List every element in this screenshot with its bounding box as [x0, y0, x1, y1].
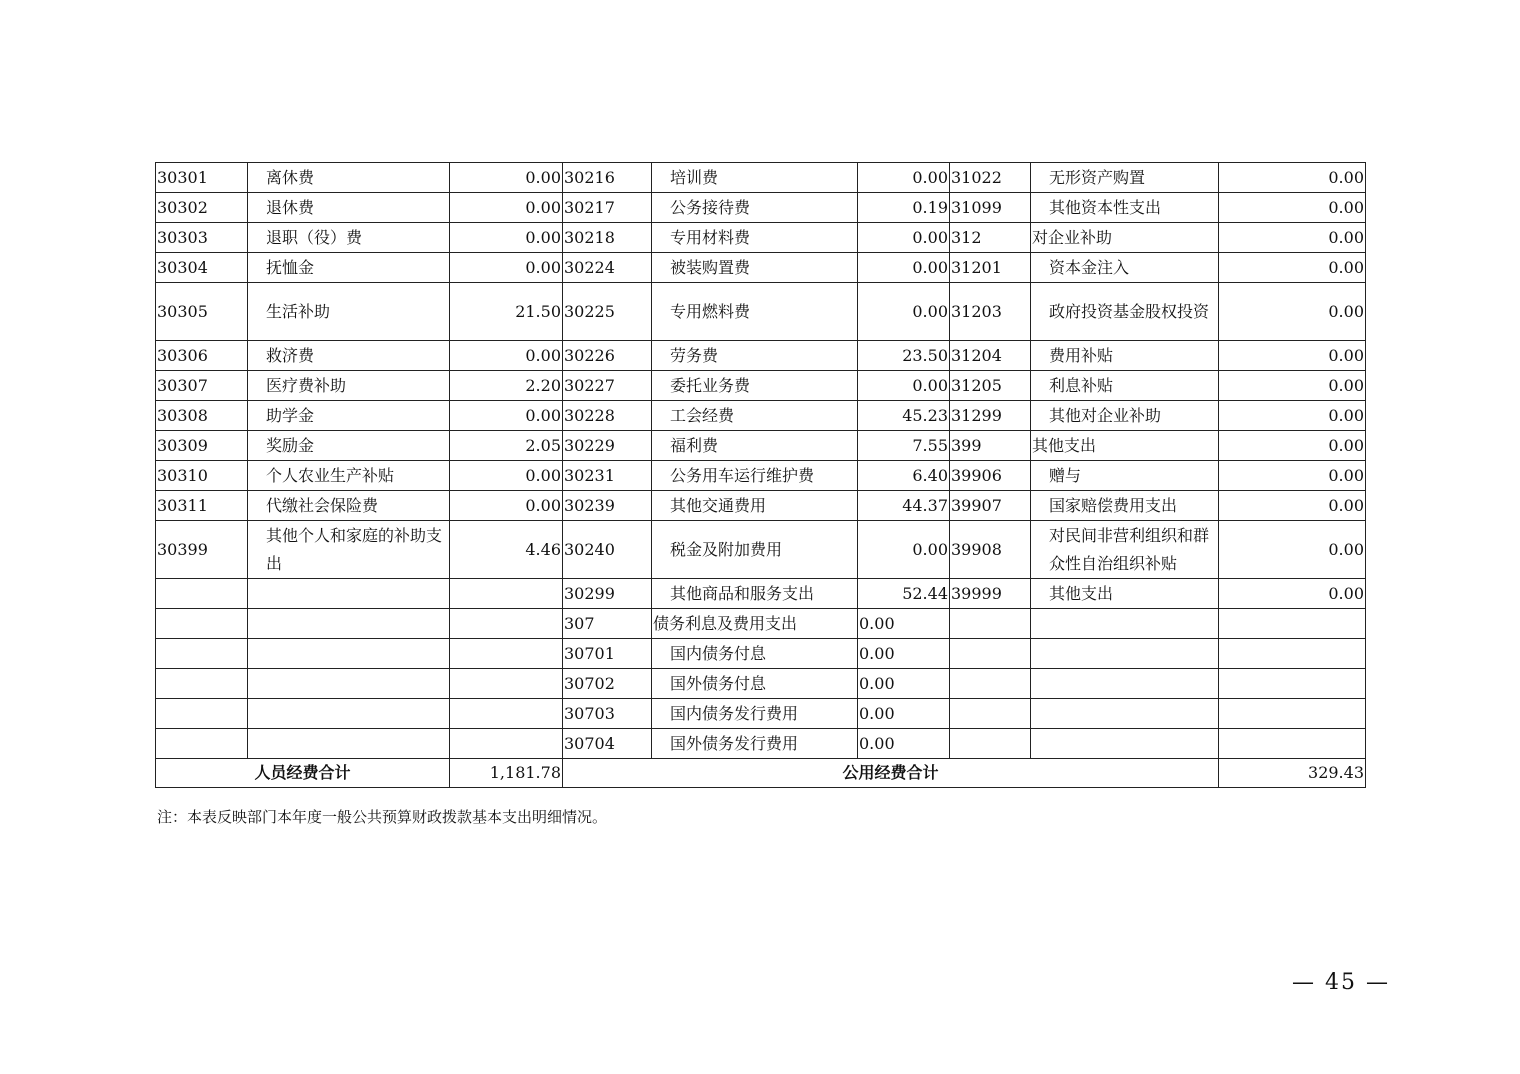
item-code: 30399: [156, 521, 248, 579]
item-code: 30308: [156, 401, 248, 431]
item-code: 31299: [950, 401, 1031, 431]
table-row: [156, 609, 1366, 639]
item-name: 国内债务付息: [652, 639, 858, 669]
item-name: 公务用车运行维护费: [652, 461, 858, 491]
table-row: [156, 729, 1366, 759]
item-code: 30240: [563, 521, 652, 579]
item-name: 对企业补助: [1031, 223, 1219, 253]
item-amount: 0.00: [1219, 163, 1366, 193]
item-code: 31099: [950, 193, 1031, 223]
item-amount: 0.00: [858, 521, 950, 579]
item-code: [156, 699, 248, 729]
item-code: 30217: [563, 193, 652, 223]
table-row: [156, 163, 1366, 193]
totals-row: [156, 759, 1366, 788]
item-amount: 0.00: [450, 491, 563, 521]
item-name: [248, 669, 450, 699]
table-row: [156, 431, 1366, 461]
item-code: 30216: [563, 163, 652, 193]
item-amount: 0.00: [450, 461, 563, 491]
item-amount: 0.00: [1219, 223, 1366, 253]
item-code: [950, 699, 1031, 729]
item-amount: 0.00: [858, 609, 950, 639]
item-amount: 0.00: [858, 163, 950, 193]
item-name: [1031, 609, 1219, 639]
table-row: [156, 401, 1366, 431]
item-name: 费用补贴: [1031, 341, 1219, 371]
table-row: [156, 579, 1366, 609]
item-amount: 0.00: [450, 401, 563, 431]
item-name: 退职（役）费: [248, 223, 450, 253]
item-name: 其他对企业补助: [1031, 401, 1219, 431]
item-code: 312: [950, 223, 1031, 253]
item-amount: 0.00: [1219, 253, 1366, 283]
item-code: 30702: [563, 669, 652, 699]
item-amount: 2.05: [450, 431, 563, 461]
item-amount: 0.00: [858, 639, 950, 669]
item-name: 政府投资基金股权投资: [1031, 283, 1219, 341]
item-name: 专用燃料费: [652, 283, 858, 341]
item-code: 30311: [156, 491, 248, 521]
table-row: [156, 521, 1366, 579]
item-amount: 0.00: [1219, 401, 1366, 431]
item-code: 39906: [950, 461, 1031, 491]
item-name: 专用材料费: [652, 223, 858, 253]
item-code: [156, 639, 248, 669]
item-name: 其他支出: [1031, 579, 1219, 609]
item-name: [248, 609, 450, 639]
item-name: 资本金注入: [1031, 253, 1219, 283]
item-amount: 52.44: [858, 579, 950, 609]
item-amount: 4.46: [450, 521, 563, 579]
item-code: 30239: [563, 491, 652, 521]
item-code: 399: [950, 431, 1031, 461]
table-row: [156, 341, 1366, 371]
item-amount: 0.00: [858, 253, 950, 283]
personnel-total-label: 人员经费合计: [156, 759, 450, 788]
item-name: 奖励金: [248, 431, 450, 461]
item-name: 退休费: [248, 193, 450, 223]
item-amount: 2.20: [450, 371, 563, 401]
item-name: 救济费: [248, 341, 450, 371]
table-row: [156, 461, 1366, 491]
item-code: 30307: [156, 371, 248, 401]
item-amount: 0.00: [450, 193, 563, 223]
item-amount: [450, 579, 563, 609]
item-name: [248, 639, 450, 669]
item-name: 国内债务发行费用: [652, 699, 858, 729]
item-name: 其他个人和家庭的补助支出: [248, 521, 450, 579]
item-amount: 6.40: [858, 461, 950, 491]
item-amount: 7.55: [858, 431, 950, 461]
item-code: 30304: [156, 253, 248, 283]
item-amount: 0.00: [1219, 461, 1366, 491]
item-amount: 0.00: [450, 341, 563, 371]
item-code: 30228: [563, 401, 652, 431]
item-amount: 21.50: [450, 283, 563, 341]
item-name: 被装购置费: [652, 253, 858, 283]
item-amount: [450, 729, 563, 759]
item-name: 生活补助: [248, 283, 450, 341]
table-row: [156, 491, 1366, 521]
item-name: [1031, 639, 1219, 669]
item-amount: 0.00: [1219, 193, 1366, 223]
item-code: 30231: [563, 461, 652, 491]
item-amount: [1219, 669, 1366, 699]
item-name: [248, 729, 450, 759]
item-name: 其他交通费用: [652, 491, 858, 521]
item-code: 30226: [563, 341, 652, 371]
item-amount: 0.00: [858, 669, 950, 699]
item-code: 31205: [950, 371, 1031, 401]
item-code: 307: [563, 609, 652, 639]
item-name: 个人农业生产补贴: [248, 461, 450, 491]
item-code: 31203: [950, 283, 1031, 341]
item-name: 赠与: [1031, 461, 1219, 491]
personnel-total-value: 1,181.78: [450, 759, 563, 788]
public-total-value: 329.43: [1219, 759, 1366, 788]
item-code: 31201: [950, 253, 1031, 283]
item-amount: 0.00: [1219, 341, 1366, 371]
item-code: 31204: [950, 341, 1031, 371]
item-name: 无形资产购置: [1031, 163, 1219, 193]
item-name: 其他商品和服务支出: [652, 579, 858, 609]
item-name: 福利费: [652, 431, 858, 461]
item-amount: [450, 699, 563, 729]
item-amount: 0.00: [1219, 431, 1366, 461]
item-code: 39907: [950, 491, 1031, 521]
item-name: 公务接待费: [652, 193, 858, 223]
item-name: 劳务费: [652, 341, 858, 371]
item-code: 39999: [950, 579, 1031, 609]
item-name: 国外债务付息: [652, 669, 858, 699]
item-code: [950, 639, 1031, 669]
item-name: 离休费: [248, 163, 450, 193]
item-amount: 0.00: [1219, 371, 1366, 401]
item-code: 30225: [563, 283, 652, 341]
page-number: — 45 —: [1292, 970, 1390, 995]
item-code: 30309: [156, 431, 248, 461]
item-name: [1031, 699, 1219, 729]
item-code: [156, 729, 248, 759]
item-name: 医疗费补助: [248, 371, 450, 401]
item-code: 31022: [950, 163, 1031, 193]
item-amount: 0.00: [858, 283, 950, 341]
item-code: [950, 729, 1031, 759]
item-code: 30305: [156, 283, 248, 341]
item-amount: 0.00: [858, 223, 950, 253]
item-amount: 0.00: [450, 163, 563, 193]
item-code: 30224: [563, 253, 652, 283]
item-name: 国外债务发行费用: [652, 729, 858, 759]
item-name: 代缴社会保险费: [248, 491, 450, 521]
item-amount: 23.50: [858, 341, 950, 371]
item-code: 30302: [156, 193, 248, 223]
item-amount: 0.00: [1219, 491, 1366, 521]
item-amount: 0.00: [450, 253, 563, 283]
item-amount: [1219, 699, 1366, 729]
item-name: [1031, 669, 1219, 699]
item-code: 30306: [156, 341, 248, 371]
table-row: [156, 699, 1366, 729]
item-name: 其他支出: [1031, 431, 1219, 461]
item-name: 抚恤金: [248, 253, 450, 283]
item-amount: 0.19: [858, 193, 950, 223]
item-amount: 0.00: [858, 699, 950, 729]
item-name: 税金及附加费用: [652, 521, 858, 579]
item-amount: 0.00: [450, 223, 563, 253]
item-code: [950, 669, 1031, 699]
table-row: [156, 283, 1366, 341]
item-amount: 0.00: [1219, 521, 1366, 579]
budget-detail-table: [155, 162, 1366, 788]
item-name: 国家赔偿费用支出: [1031, 491, 1219, 521]
item-name: [248, 699, 450, 729]
item-name: 对民间非营利组织和群众性自治组织补贴: [1031, 521, 1219, 579]
public-total-label: 公用经费合计: [563, 759, 1219, 788]
item-amount: 44.37: [858, 491, 950, 521]
table-row: [156, 193, 1366, 223]
item-name: 工会经费: [652, 401, 858, 431]
item-name: 委托业务费: [652, 371, 858, 401]
item-amount: 0.00: [858, 729, 950, 759]
item-code: 30218: [563, 223, 652, 253]
item-code: 30303: [156, 223, 248, 253]
item-amount: [450, 639, 563, 669]
item-name: [248, 579, 450, 609]
item-code: 30227: [563, 371, 652, 401]
item-code: 30701: [563, 639, 652, 669]
table-row: [156, 639, 1366, 669]
item-name: 其他资本性支出: [1031, 193, 1219, 223]
item-code: 30310: [156, 461, 248, 491]
table-row: [156, 669, 1366, 699]
item-amount: [450, 609, 563, 639]
table-note: 注：本表反映部门本年度一般公共预算财政拨款基本支出明细情况。: [157, 808, 608, 826]
item-code: 39908: [950, 521, 1031, 579]
item-code: 30703: [563, 699, 652, 729]
item-code: 30301: [156, 163, 248, 193]
item-name: 培训费: [652, 163, 858, 193]
item-amount: 0.00: [1219, 579, 1366, 609]
item-code: [156, 609, 248, 639]
item-amount: 45.23: [858, 401, 950, 431]
item-amount: 0.00: [858, 371, 950, 401]
item-code: 30229: [563, 431, 652, 461]
table-row: [156, 253, 1366, 283]
item-name: 债务利息及费用支出: [652, 609, 858, 639]
item-amount: [1219, 729, 1366, 759]
item-name: 利息补贴: [1031, 371, 1219, 401]
item-code: 30704: [563, 729, 652, 759]
item-amount: [450, 669, 563, 699]
item-name: 助学金: [248, 401, 450, 431]
item-name: [1031, 729, 1219, 759]
item-amount: [1219, 609, 1366, 639]
item-amount: 0.00: [1219, 283, 1366, 341]
table-row: [156, 371, 1366, 401]
table-row: [156, 223, 1366, 253]
item-code: 30299: [563, 579, 652, 609]
item-code: [950, 609, 1031, 639]
item-code: [156, 669, 248, 699]
item-amount: [1219, 639, 1366, 669]
item-code: [156, 579, 248, 609]
